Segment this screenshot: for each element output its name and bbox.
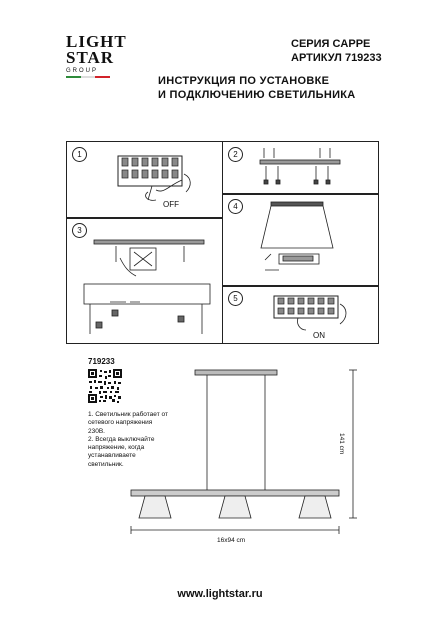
step-3-number: 3: [72, 223, 87, 238]
step-1-terminal-illustration: [112, 152, 202, 207]
logo-flag-stripe: [66, 76, 110, 78]
lamp-dimension-drawing: [125, 362, 365, 552]
qr-code-icon: [88, 369, 122, 403]
brand-logo: [66, 32, 127, 98]
step-5-number: 5: [228, 291, 243, 306]
step-2-number: 2: [228, 147, 243, 162]
step-4-shade-illustration: [255, 200, 350, 278]
note-2: 2. Всегда выключайте напряжение, когда устанавливаете светильник.: [88, 435, 155, 468]
article-label: АРТИКУЛ 719233: [291, 52, 382, 64]
step-2-mounting-illustration: [250, 146, 360, 188]
series-label: СЕРИЯ CAPPE: [291, 38, 371, 50]
off-label: OFF: [163, 200, 179, 209]
height-dimension-label: 141 cm: [338, 433, 345, 455]
step-3-connection-illustration: [80, 236, 215, 336]
step-4-number: 4: [228, 199, 243, 214]
product-code: 719233: [88, 357, 115, 366]
logo-line-2: STAR: [66, 48, 115, 67]
document-header: [194, 37, 394, 65]
logo-line-1: LIGHT: [66, 32, 127, 51]
page-title: [158, 74, 398, 102]
note-1: 1. Светильник работает от сетевого напряжения 230В.: [88, 411, 168, 435]
on-label: ON: [313, 331, 325, 340]
step-1-number: 1: [72, 147, 87, 162]
logo-group-text: GROUP: [66, 68, 99, 74]
title-line-2: И ПОДКЛЮЧЕНИЮ СВЕТИЛЬНИКА: [158, 89, 356, 101]
width-dimension-label: 16х94 cm: [217, 537, 246, 544]
title-line-1: ИНСТРУКЦИЯ ПО УСТАНОВКЕ: [158, 75, 330, 87]
website-url[interactable]: www.lightstar.ru: [177, 588, 263, 600]
